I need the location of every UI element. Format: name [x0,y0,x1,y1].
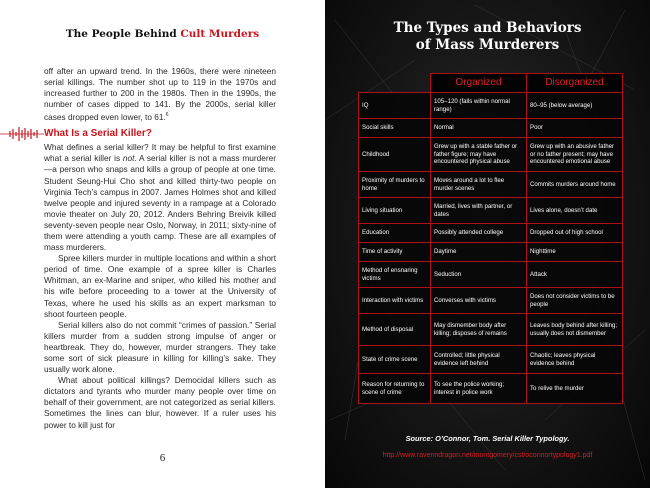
organized-cell: To see the police working; interest in police work [431,374,527,404]
organized-cell: Controlled; little physical evidence left behind [431,346,527,374]
header-organized: Organized [431,74,527,93]
table-row [359,119,623,138]
table-row [359,262,623,288]
table-row [359,93,623,119]
section-heading [44,128,276,140]
row-label: Childhood [359,138,431,172]
disorganized-cell: To relive the murder [527,374,623,404]
table-row [359,243,623,262]
disorganized-cell: Does not consider victims to be people [527,288,623,314]
intro-paragraph: off after an upward trend. In the 1960s, there were nineteen serial killings. The number shot up to 119 in the 1970s and increased further to 200 in the 1980s. Then in the 1990s, the number of cases dipped to 141. By the 2000s, serial killer cases dropped even lower, to 61.$^6$ [44,66,276,123]
running-head-accent: Cult Murders [180,28,260,40]
waveform-icon [0,127,44,141]
organized-cell: Seduction [431,262,527,288]
organized-cell: May dismember body after killing; disposes of remains [431,314,527,346]
organized-cell: 105–120 (falls within normal range) [431,93,527,119]
disorganized-cell: 80–95 (below average) [527,93,623,119]
source-url-link[interactable]: http://www.ravenndragon.net/montgomery/cst/oconnortypology1.pdf [382,452,593,459]
table-row [359,198,623,224]
disorganized-cell: Attack [527,262,623,288]
table-row [359,374,623,404]
table-title [325,20,650,54]
header-blank [359,74,431,93]
organized-cell: Normal [431,119,527,138]
disorganized-cell: Poor [527,119,623,138]
right-page [325,0,650,488]
row-label: Method of disposal [359,314,431,346]
table-row [359,138,623,172]
row-label: Time of activity [359,243,431,262]
organized-cell: Converses with victims [431,288,527,314]
paragraph-1: What defines a serial killer? It may be helpful to first examine what a serial killer is not. A serial killer is not a mass murderer—a person who snaps and kills a group of people at one time. Student Seung-Hui Cho shot and killed thirty-two people on Virginia Tech’s campus in 2007. James Holmes shot and killed twelve people and injured seventy in a rampage at a Colorado movie theater on July 20, 2012. Anders Behring Breivik killed seventy-seven people near Oslo, Norway, in 2011; sixty-nine of them were attending a youth camp. These are all examples of mass murderers. [44,142,276,253]
table-row [359,224,623,243]
header-disorganized: Disorganized [527,74,623,93]
disorganized-cell: Chaotic; leaves physical evidence behind [527,346,623,374]
disorganized-cell: Nighttime [527,243,623,262]
table-title-line2: of Mass Murderers [415,37,560,53]
disorganized-cell: Dropped out of high school [527,224,623,243]
row-label: IQ [359,93,431,119]
row-label: Education [359,224,431,243]
running-head-prefix: The People Behind [65,28,181,40]
page-number: 6 [159,452,166,464]
row-label: Method of ensnaring victims [359,262,431,288]
table-row [359,288,623,314]
table-row [359,172,623,198]
table-row [359,346,623,374]
organized-cell: Grew up with a stable father or father figure; may have encountered physical abuse [431,138,527,172]
table-header-row [359,74,623,93]
row-label: Interaction with victims [359,288,431,314]
organized-cell: Moves around a lot to flee murder scenes [431,172,527,198]
table-title-line1: The Types and Behaviors [393,20,582,36]
organized-cell: Possibly attended college [431,224,527,243]
comparison-table [358,73,623,404]
row-label: Proximity of murders to home [359,172,431,198]
disorganized-cell: Grew up with an abusive father or no father present; may have encountered emotional abuse [527,138,623,172]
disorganized-cell: Commits murders around home [527,172,623,198]
row-label: Living situation [359,198,431,224]
organized-cell: Daytime [431,243,527,262]
paragraph-3: Serial killers also do not commit “crimes of passion.” Serial killers murder from a sudden strong impulse of anger or heartbreak. They do, however, murder strangers. They take some sort of sick pleasure in killing for killing’s sake. They usually work alone. [44,319,276,375]
row-label: Reason for returning to scene of crime [359,374,431,404]
footnote-marker: 6 [165,112,169,119]
section-heading-text: What Is a Serial Killer? [44,128,152,140]
body-text [44,66,276,431]
paragraph-4: What about political killings? Democidal killers such as dictators and tyrants who murder many people over time on behalf of their government, are not categorized as serial killers. Sometimes the lines can blur, however. If a ruler uses his power to kill just for [44,375,276,430]
paragraph-2: Spree killers murder in multiple locations and within a short period of time. One example of a spree killer is Charles Whitman, an ex-Marine and sniper, who killed his mother and his wife before proceeding to a tower at the University of Texas, where he used his skills as an expert marksman to shoot fourteen people. [44,253,276,319]
running-head [0,28,325,40]
table-row [359,314,623,346]
disorganized-cell: Leaves body behind after killing; usually does not dismember [527,314,623,346]
row-label: Social skills [359,119,431,138]
source-citation: Source: O’Connor, Tom. Serial Killer Typology. [405,434,570,443]
organized-cell: Married, lives with partner, or dates [431,198,527,224]
disorganized-cell: Lives alone, doesn’t date [527,198,623,224]
row-label: State of crime scene [359,346,431,374]
emphasis-not: not [122,153,135,164]
